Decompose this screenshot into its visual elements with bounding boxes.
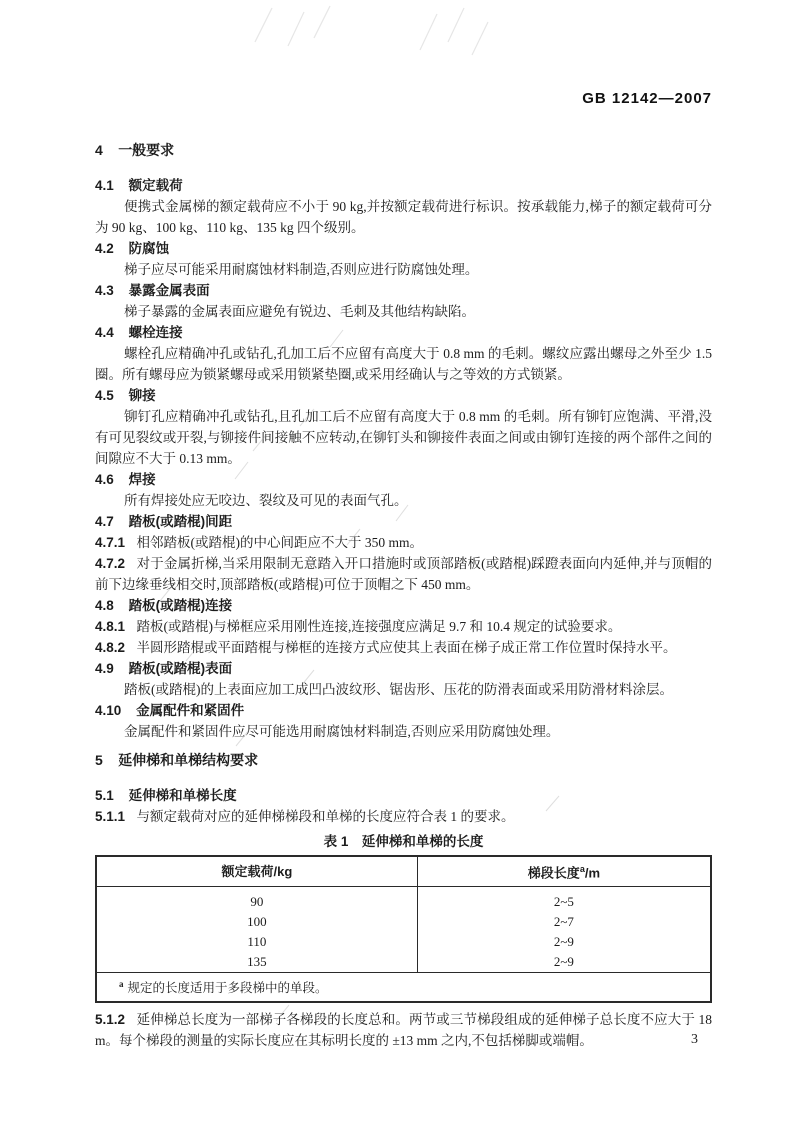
standard-number: GB 12142—2007 bbox=[582, 90, 712, 107]
clause-4.7.2: 4.7.2 对于金属折梯,当采用限制无意踏入开口措施时或顶部踏板(或踏棍)踩蹬表面向内延伸,并与顶帽的前下边缘垂线相交时,顶部踏板(或踏棍)可位于顶帽之下 450 mm。 bbox=[95, 556, 712, 592]
paragraph: 梯子暴露的金属表面应避免有锐边、毛刺及其他结构缺陷。 bbox=[124, 304, 476, 319]
table-caption-label: 表 1 bbox=[323, 834, 349, 849]
table-body bbox=[96, 887, 711, 973]
footnote-marker: a bbox=[119, 979, 124, 990]
clause-number: 5.1 bbox=[95, 788, 114, 803]
clause-heading-4.2 bbox=[95, 238, 712, 259]
clause-heading-4.1 bbox=[95, 175, 712, 196]
clause-number: 4.8 bbox=[95, 598, 114, 613]
paragraph: 所有焊接处应无咬边、裂纹及可见的表面气孔。 bbox=[124, 493, 408, 508]
clauses-section bbox=[95, 140, 712, 827]
table-row bbox=[96, 912, 711, 932]
cell-rated-load: 135 bbox=[247, 954, 267, 969]
clause-5.1.2: 5.1.2 延伸梯总长度为一部梯子各梯段的长度总和。两节或三节梯段组成的延伸梯子总长度不应大于 18 m。每个梯段的测量的实际长度应在其标明长度的 ±13 mm 之内,不包括梯脚或端帽。 bbox=[95, 1012, 712, 1048]
paragraph: 便携式金属梯的额定载荷应不小于 90 kg,并按额定载荷进行标识。按承载能力,梯子的额定载荷可分为 90 kg、100 kg、110 kg、135 kg 四个级别。 bbox=[95, 199, 712, 235]
table-caption bbox=[95, 831, 712, 852]
clause-number: 4.2 bbox=[95, 241, 114, 256]
table-caption-title: 延伸梯和单梯的长度 bbox=[361, 834, 484, 849]
clause-heading-4.10 bbox=[95, 700, 712, 721]
paragraph: 梯子应尽可能采用耐腐蚀材料制造,否则应进行防腐蚀处理。 bbox=[124, 262, 479, 277]
table-row bbox=[96, 952, 711, 973]
clause-heading-4.7 bbox=[95, 511, 712, 532]
document-content bbox=[95, 132, 712, 1051]
clause-heading-5 bbox=[95, 750, 712, 771]
table-header-row bbox=[96, 856, 711, 887]
clause-heading-4 bbox=[95, 140, 712, 161]
clause-title: 金属配件和紧固件 bbox=[136, 703, 245, 718]
clause-number: 4.8.2 bbox=[95, 640, 126, 655]
clause-title: 踏板(或踏棍)间距 bbox=[128, 514, 233, 529]
footnote-text: 规定的长度适用于多段梯中的单段。 bbox=[127, 981, 328, 996]
clause-number: 4.8.1 bbox=[95, 619, 126, 634]
clause-number: 4.7.2 bbox=[95, 556, 126, 571]
clause-number: 4.9 bbox=[95, 661, 114, 676]
footnote-marker: a bbox=[579, 864, 585, 875]
clause-number: 5 bbox=[95, 752, 103, 768]
clause-heading-4.5 bbox=[95, 385, 712, 406]
clause-heading-4.3 bbox=[95, 280, 712, 301]
clause-heading-5.1 bbox=[95, 785, 712, 806]
clause-heading-4.6 bbox=[95, 469, 712, 490]
clause-title: 延伸梯和单梯结构要求 bbox=[118, 752, 259, 768]
clause-title: 延伸梯和单梯长度 bbox=[128, 788, 237, 803]
column-header-text: 梯段长度 bbox=[527, 865, 580, 881]
cell-rated-load: 110 bbox=[247, 934, 267, 949]
cell-section-length: 2~5 bbox=[417, 887, 711, 913]
table-row bbox=[96, 932, 711, 952]
table-row bbox=[96, 887, 711, 913]
clauses-section-after-table bbox=[95, 1009, 712, 1051]
paragraph: 踏板(或踏棍)的上表面应加工成凹凸波纹形、锯齿形、压花的防滑表面或采用防滑材料涂层。 bbox=[124, 682, 674, 697]
paragraph: 铆钉孔应精确冲孔或钻孔,且孔加工后不应留有高度大于 0.8 mm 的毛刺。所有铆钉应饱满、平滑,没有可见裂纹或开裂,与铆接件间接触不应转动,在铆钉头和铆接件表面之间或由铆钉连接的两个部件之间的间隙应不大于 0.13 mm。 bbox=[95, 409, 712, 466]
table-footnote bbox=[96, 973, 711, 1003]
paragraph: 螺栓孔应精确冲孔或钻孔,孔加工后不应留有高度大于 0.8 mm 的毛刺。螺纹应露出螺母之外至少 1.5 圈。所有螺母应为锁紧螺母或采用锁紧垫圈,或采用经确认与之等效的方式锁紧。 bbox=[95, 346, 712, 382]
clause-title: 焊接 bbox=[128, 472, 156, 487]
clause-title: 一般要求 bbox=[118, 142, 175, 158]
clause-title: 踏板(或踏棍)表面 bbox=[128, 661, 233, 676]
clause-title: 螺栓连接 bbox=[128, 325, 183, 340]
clause-number: 4.4 bbox=[95, 325, 114, 340]
page-number: 3 bbox=[691, 1032, 698, 1047]
clause-title: 踏板(或踏棍)连接 bbox=[128, 598, 233, 613]
clause-title: 暴露金属表面 bbox=[128, 283, 210, 298]
clause-number: 5.1.2 bbox=[95, 1012, 126, 1027]
table-footnote-row bbox=[96, 973, 711, 1003]
clause-title: 防腐蚀 bbox=[128, 241, 170, 256]
cell-rated-load: 100 bbox=[247, 914, 267, 929]
cell-section-length: 2~9 bbox=[417, 932, 711, 952]
clause-4.7.1: 4.7.1 相邻踏板(或踏棍)的中心间距应不大于 350 mm。 bbox=[95, 535, 423, 550]
clause-number: 4.10 bbox=[95, 703, 122, 718]
clause-number: 4.6 bbox=[95, 472, 114, 487]
clause-number: 4.7 bbox=[95, 514, 114, 529]
clause-5.1.1: 5.1.1 与额定载荷对应的延伸梯梯段和单梯的长度应符合表 1 的要求。 bbox=[95, 809, 515, 824]
column-header-unit: /m bbox=[584, 865, 600, 881]
clause-4.8.2: 4.8.2 半圆形踏棍或平面踏棍与梯框的连接方式应使其上表面在梯子成正常工作位置时保持水平。 bbox=[95, 640, 677, 655]
column-header-rated-load: 额定载荷/kg bbox=[96, 856, 417, 887]
clause-heading-4.4 bbox=[95, 322, 712, 343]
cell-section-length: 2~7 bbox=[417, 912, 711, 932]
clause-number: 5.1.1 bbox=[95, 809, 126, 824]
column-header-section-length bbox=[417, 856, 711, 887]
cell-rated-load: 90 bbox=[250, 894, 264, 909]
scan-artifact bbox=[255, 6, 488, 55]
clause-heading-4.8 bbox=[95, 595, 712, 616]
clause-heading-4.9 bbox=[95, 658, 712, 679]
paragraph: 金属配件和紧固件应尽可能选用耐腐蚀材料制造,否则应采用防腐蚀处理。 bbox=[124, 724, 560, 739]
table-1-ladder-lengths bbox=[95, 855, 712, 1003]
clause-number: 4 bbox=[95, 142, 103, 158]
clause-title: 铆接 bbox=[128, 388, 156, 403]
clause-number: 4.1 bbox=[95, 178, 114, 193]
clause-title: 额定载荷 bbox=[128, 178, 183, 193]
cell-section-length: 2~9 bbox=[417, 952, 711, 973]
clause-number: 4.7.1 bbox=[95, 535, 126, 550]
clause-number: 4.5 bbox=[95, 388, 114, 403]
clause-number: 4.3 bbox=[95, 283, 114, 298]
clause-4.8.1: 4.8.1 踏板(或踏棍)与梯框应采用刚性连接,连接强度应满足 9.7 和 10.4 规定的试验要求。 bbox=[95, 619, 622, 634]
